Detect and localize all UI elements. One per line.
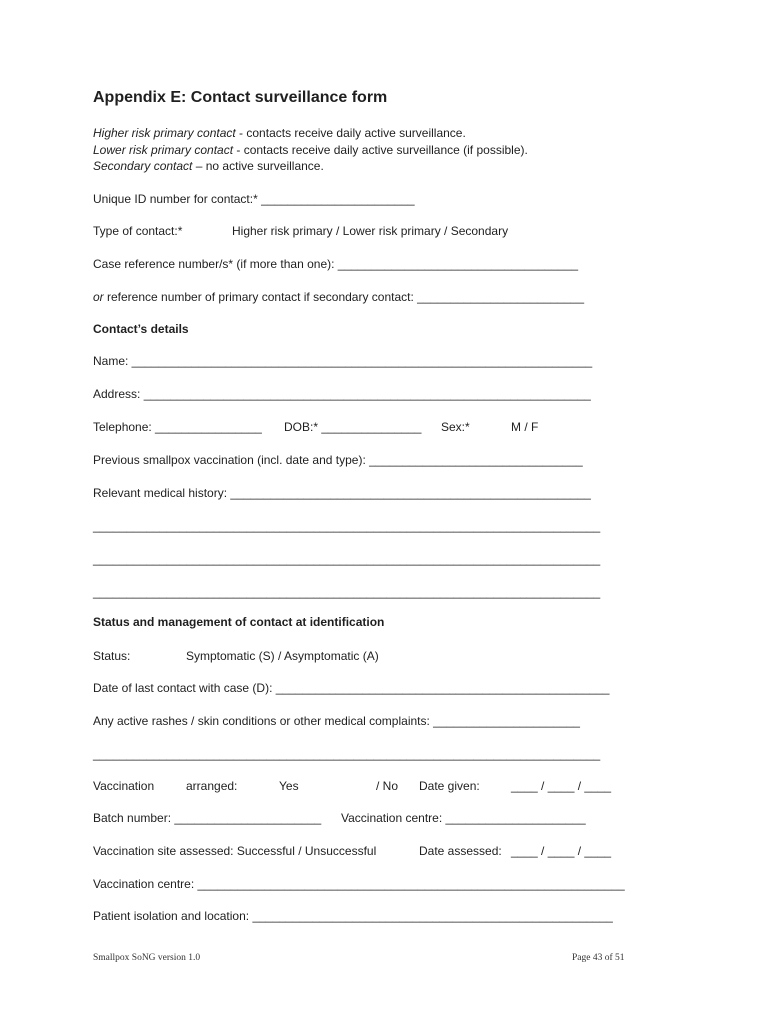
date-given-field[interactable]: ____ / ____ / ____ [511,779,612,793]
case-reference-field[interactable]: Case reference number/s* (if more than one): ____________________________________ [93,257,579,271]
intro-desc-2: - contacts receive daily active surveillance (if possible). [233,143,528,157]
medical-history-field[interactable]: Relevant medical history: ______________________________________________________ [93,486,591,500]
type-of-contact-options[interactable]: Higher risk primary / Lower risk primary / Secondary [232,224,509,238]
vaccination-centre-inline-field[interactable]: Vaccination centre: _____________________ [341,811,586,825]
rashes-field[interactable]: Any active rashes / skin conditions or other medical complaints: ______________________ [93,714,580,728]
site-assessed-field[interactable]: Vaccination site assessed: Successful / Unsuccessful [93,844,377,858]
status-options[interactable]: Symptomatic (S) / Asymptomatic (A) [186,649,379,663]
telephone-field[interactable]: Telephone: ________________ [93,420,262,434]
intro-desc-1: - contacts receive daily active surveillance. [235,126,466,140]
intro-term-1: Higher risk primary contact [93,126,236,140]
date-assessed-label: Date assessed: [419,844,502,858]
or-word: or [93,290,104,304]
sex-label: Sex:* [441,420,470,434]
intro-term-3: Secondary contact [93,159,193,173]
date-given-label: Date given: [419,779,480,793]
medical-history-line-2[interactable]: ____________________________________________________________________________ [93,519,601,533]
reference-secondary-field[interactable] [93,289,584,305]
name-field[interactable]: Name: _____________________________________________________________________ [93,354,593,368]
vaccination-no-option[interactable]: / No [376,779,399,793]
sex-options[interactable]: M / F [511,420,539,434]
medical-history-line-3[interactable]: ____________________________________________________________________________ [93,552,601,566]
status-label: Status: [93,649,131,663]
vaccination-yes-option[interactable]: Yes [279,779,299,793]
last-contact-date-field[interactable]: Date of last contact with case (D): __________________________________________________ [93,681,610,695]
status-heading: Status and management of contact at identification [93,615,385,629]
intro-line-3 [93,158,324,174]
vaccination-centre-field[interactable]: Vaccination centre: ________________________________________________________________ [93,877,625,891]
patient-isolation-field[interactable]: Patient isolation and location: ______________________________________________________ [93,909,613,923]
unique-id-field[interactable]: Unique ID number for contact:* _______________________ [93,192,415,206]
vaccination-arranged-label: arranged: [186,779,238,793]
intro-term-2: Lower risk primary contact [93,143,234,157]
type-of-contact-label: Type of contact:* [93,224,183,238]
date-assessed-field[interactable]: ____ / ____ / ____ [511,844,612,858]
footer-version: Smallpox SoNG version 1.0 [93,953,201,963]
contact-details-heading: Contact’s details [93,322,189,336]
footer-page-number: Page 43 of 51 [572,953,625,963]
vaccination-label: Vaccination [93,779,155,793]
previous-vaccination-field[interactable]: Previous smallpox vaccination (incl. date and type): ________________________________ [93,453,583,467]
address-field[interactable]: Address: ___________________________________________________________________ [93,387,591,401]
page-title: Appendix E: Contact surveillance form [93,89,388,106]
intro-line-2 [93,142,528,158]
dob-field[interactable]: DOB:* _______________ [284,420,422,434]
rashes-line-2[interactable]: ____________________________________________________________________________ [93,747,601,761]
intro-desc-3: – no active surveillance. [192,159,324,173]
medical-history-line-4[interactable]: ____________________________________________________________________________ [93,585,601,599]
batch-number-field[interactable]: Batch number: ______________________ [93,811,322,825]
reference-secondary-text: reference number of primary contact if secondary contact: _________________________ [103,290,584,304]
intro-line-1 [93,125,466,141]
